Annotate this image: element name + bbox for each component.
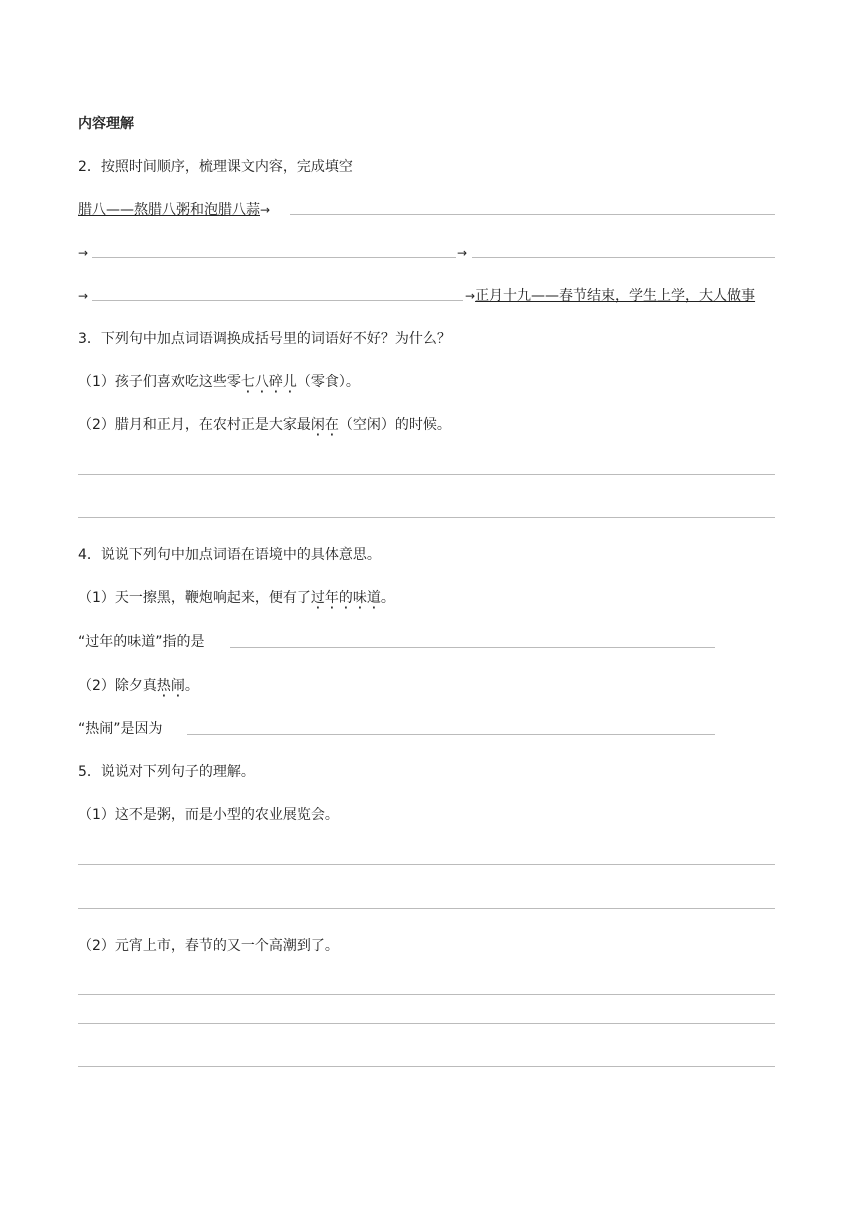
question-4-answer-2-label: “热闹”是因为 bbox=[78, 721, 163, 737]
question-4-sentence-2: （2）除夕真热闹。 bbox=[78, 678, 199, 694]
section-heading: 内容理解 bbox=[78, 116, 134, 132]
question-3-prompt: 3．下列句中加点词语调换成括号里的词语好不好？为什么？ bbox=[78, 331, 451, 347]
answer-blank[interactable] bbox=[472, 257, 775, 258]
arrow-icon: → bbox=[78, 246, 89, 260]
question-5-sentence-1: （1）这不是粥，而是小型的农业展览会。 bbox=[78, 807, 339, 823]
answer-line[interactable] bbox=[78, 994, 775, 995]
question-5-sentence-2: （2）元宵上市，春节的又一个高潮到了。 bbox=[78, 938, 339, 954]
answer-line[interactable] bbox=[78, 474, 775, 475]
answer-blank[interactable] bbox=[187, 734, 715, 735]
answer-line[interactable] bbox=[78, 1023, 775, 1024]
question-5-prompt: 5．说说对下列句子的理解。 bbox=[78, 764, 255, 780]
answer-blank[interactable] bbox=[290, 214, 775, 215]
arrow-icon: → bbox=[457, 246, 468, 260]
answer-blank[interactable] bbox=[92, 300, 463, 301]
timeline-start: 腊八——熬腊八粥和泡腊八蒜 bbox=[78, 202, 260, 218]
answer-line[interactable] bbox=[78, 1066, 775, 1067]
answer-line[interactable] bbox=[78, 908, 775, 909]
question-4-prompt: 4．说说下列句中加点词语在语境中的具体意思。 bbox=[78, 547, 381, 563]
question-4-answer-1-label: “过年的味道”指的是 bbox=[78, 634, 205, 650]
question-2-prompt: 2．按照时间顺序，梳理课文内容，完成填空 bbox=[78, 159, 353, 175]
answer-blank[interactable] bbox=[92, 257, 456, 258]
question-4-sentence-1: （1）天一擦黑，鞭炮响起来，便有了过年的味道。 bbox=[78, 590, 395, 606]
timeline-end: 正月十九——春节结束，学生上学，大人做事 bbox=[475, 288, 756, 304]
question-2-row-1 bbox=[78, 201, 270, 219]
question-3-sentence-1: （1）孩子们喜欢吃这些零七八碎儿（零食）。 bbox=[78, 374, 360, 390]
answer-line[interactable] bbox=[78, 864, 775, 865]
question-2-row-3-end: →正月十九——春节结束，学生上学，大人做事 bbox=[465, 288, 756, 304]
answer-blank[interactable] bbox=[230, 647, 715, 648]
arrow-icon: → bbox=[78, 289, 89, 303]
question-3-sentence-2: （2）腊月和正月，在农村正是大家最闲在（空闲）的时候。 bbox=[78, 417, 451, 433]
arrow-icon: → bbox=[260, 203, 271, 217]
answer-line[interactable] bbox=[78, 517, 775, 518]
